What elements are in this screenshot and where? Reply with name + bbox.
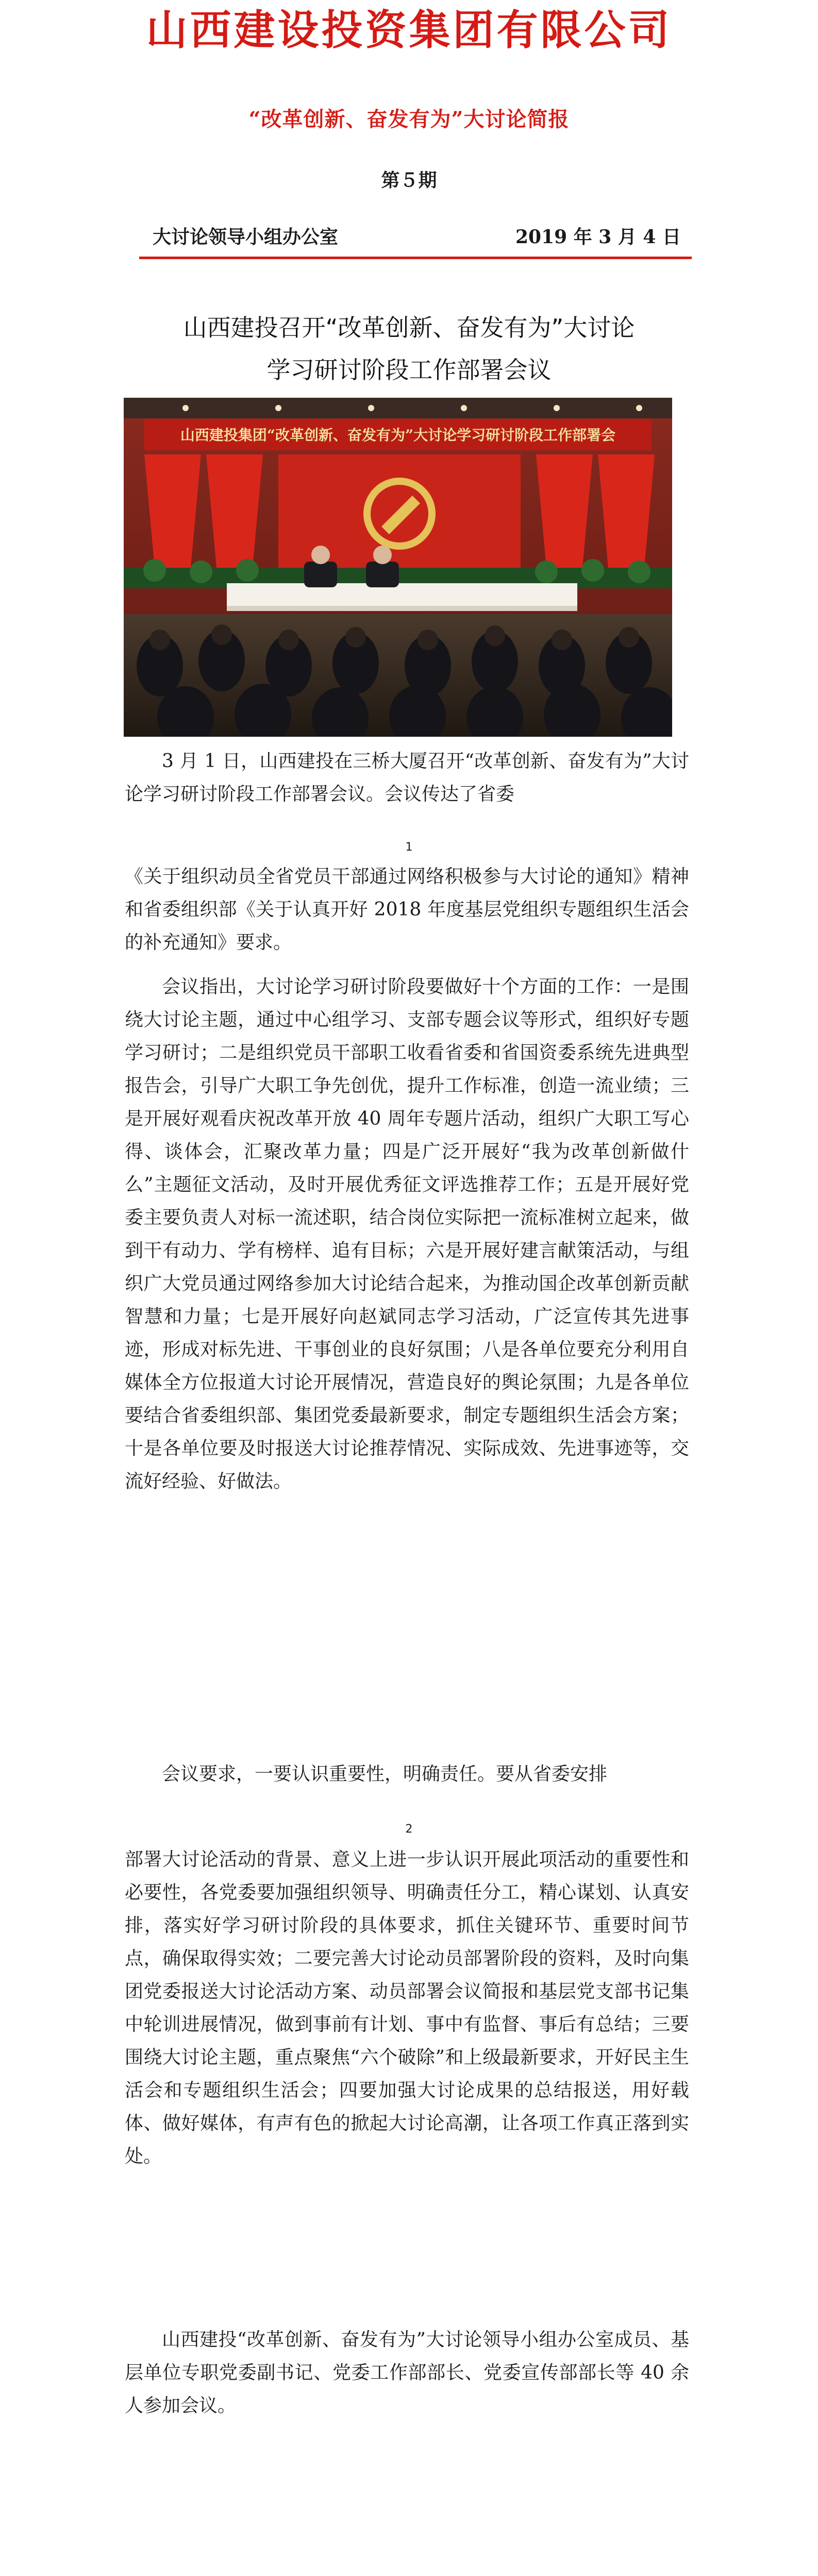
banner-text: 山西建投集团“改革创新、奋发有为”大讨论学习研讨阶段工作部署会 — [180, 427, 616, 444]
bulletin-subtitle: “改革创新、奋发有为”大讨论简报 — [248, 107, 570, 131]
page-number-2: 2 — [405, 1823, 413, 1836]
masthead-title: 山西建设投资集团有限公司 — [146, 6, 672, 54]
issue-date: 2019 年 3 月 4 日 — [515, 226, 681, 248]
issuing-office: 大讨论领导小组办公室 — [153, 226, 339, 248]
paragraph-1: 3 月 1 日，山西建投在三桥大厦召开“改革创新、奋发有为”大讨论学习研讨阶段工作部署会议。会议传达了省委 — [125, 751, 689, 805]
paragraph-1-continued: 《关于组织动员全省党员干部通过网络积极参与大讨论的通知》精神和省委组织部《关于认真开好 2018 年度基层党组织专题组织生活会的补充通知》要求。 — [125, 866, 689, 953]
paragraph-2: 会议指出，大讨论学习研讨阶段要做好十个方面的工作：一是围绕大讨论主题，通过中心组学习、支部专题会议等形式，组织好专题学习研讨；二是组织党员干部职工收看省委和省国资委系统先进典型报告会，引导广大职工争先创优，提升工作标准，创造一流业绩；三是开展好观看庆祝改革开放 40 周年专题片活动，组织广大职工写心得、谈体会，汇聚改革力量；四是广泛开展好“我为改革创新做什么”主题征文活动，及时开展优秀征文评选推荐工作；五是开展好党委主要负责人对标一流述职，结合岗位实际把一流标准树立起来，做到干有动力、学有榜样、追有目标；六是开展好建言献策活动，与组织广大党员通过网络参加大讨论结合起来，为推动国企改革创新贡献智慧和力量；七是开展好向赵斌同志学习活动，广泛宣传其先进事迹，形成对标先进、干事创业的良好氛围；八是各单位要充分利用自媒体全方位报道大讨论开展情况，营造良好的舆论氛围；九是各单位要结合省委组织部、集团党委最新要求，制定专题组织生活会方案；十是各单位要及时报送大讨论推荐情况、实际成效、先进事迹等，交流好经验、好做法。 — [125, 976, 689, 1492]
article-title-line-1: 山西建投召开“改革创新、奋发有为”大讨论 — [183, 314, 635, 342]
article-title-line-2: 学习研讨阶段工作部署会议 — [266, 356, 552, 384]
page-number-1: 1 — [405, 841, 413, 854]
paragraph-3-continued: 部署大讨论活动的背景、意义上进一步认识开展此项活动的重要性和必要性，各党委要加强组织领导、明确责任分工，精心谋划、认真安排，落实好学习研讨阶段的具体要求，抓住关键环节、重要时间节点，确保取得实效；二要完善大讨论动员部署阶段的资料，及时向集团党委报送大讨论活动方案、动员部署会议简报和基层党支部书记集中轮训进展情况，做到事前有计划、事中有监督、事后有总结；三要围绕大讨论主题，重点聚焦“六个破除”和上级最新要求，开好民主生活会和专题组织生活会；四要加强大讨论成果的总结报送，用好载体、做好媒体，有声有色的掀起大讨论高潮，让各项工作真正落到实处。 — [125, 1849, 689, 2167]
meeting-photo — [124, 398, 672, 737]
paragraph-4: 山西建投“改革创新、奋发有为”大讨论领导小组办公室成员、基层单位专职党委副书记、党委工作部部长、党委宣传部部长等 40 余人参加会议。 — [125, 2329, 689, 2416]
paragraph-3: 会议要求，一要认识重要性，明确责任。要从省委安排 — [162, 1764, 608, 1785]
header-divider — [139, 257, 692, 259]
issue-number: 第５期 — [381, 170, 437, 191]
